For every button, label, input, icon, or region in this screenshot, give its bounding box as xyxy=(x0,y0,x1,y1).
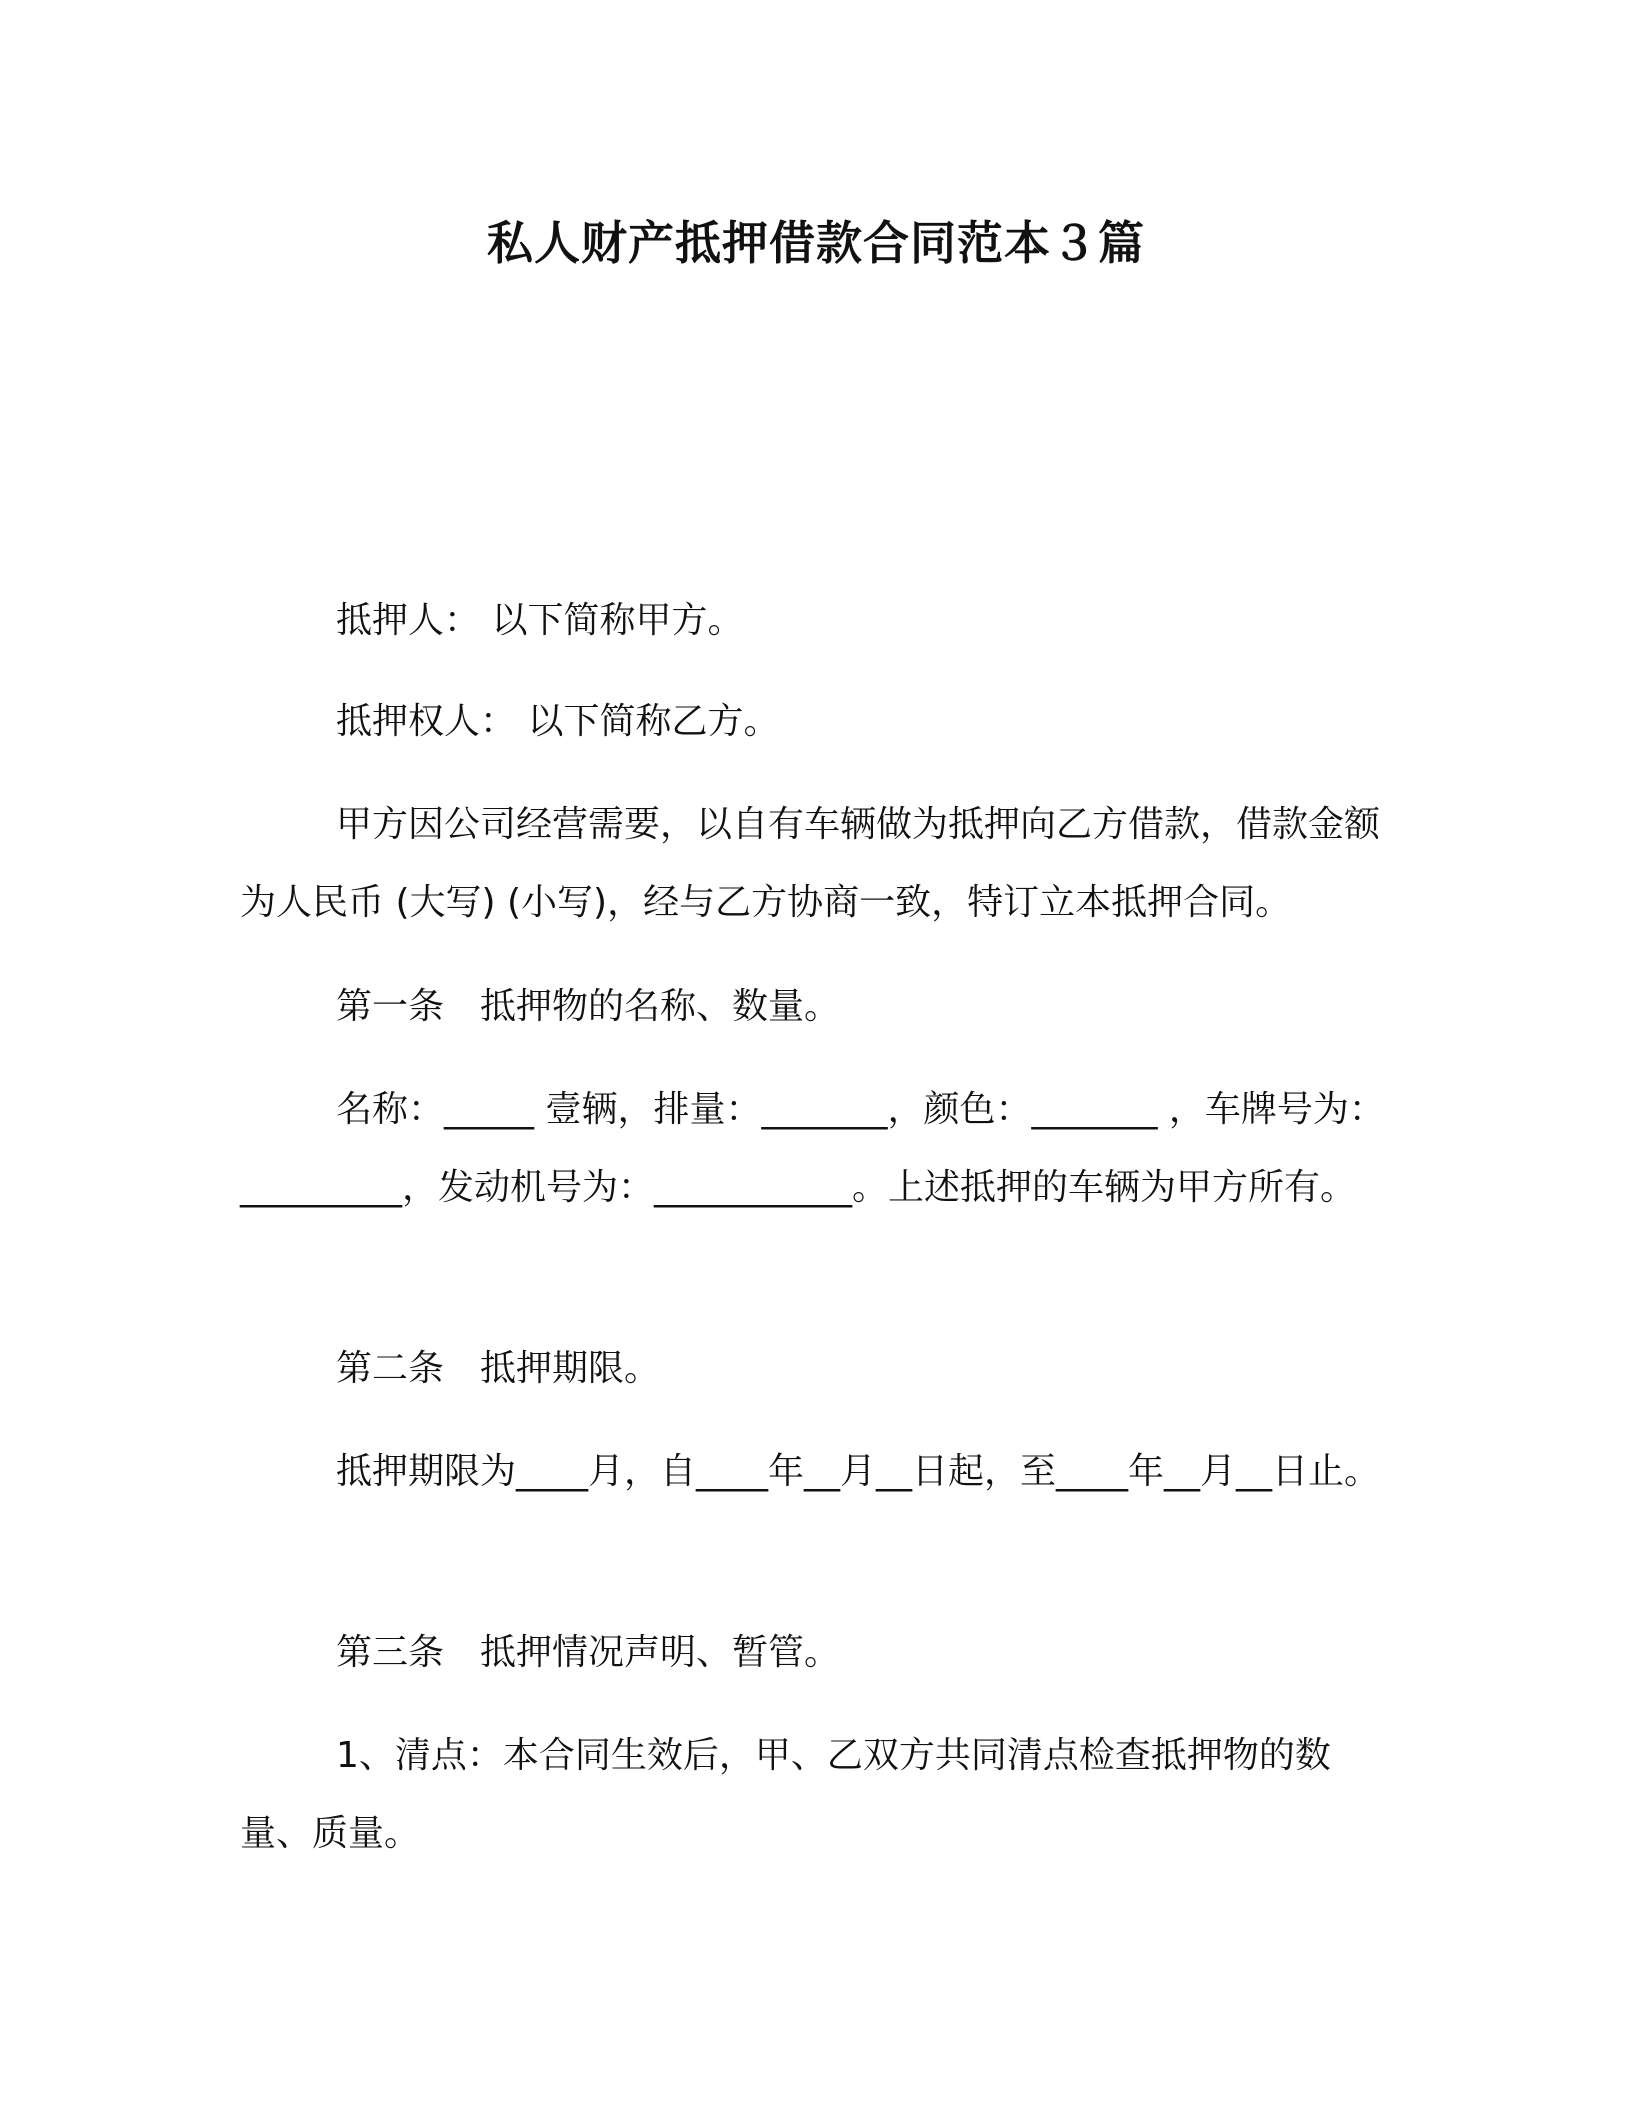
paragraph-mortgagor: 抵押人： 以下简称甲方。 xyxy=(336,600,744,641)
paragraph-article-3-heading: 第三条 抵押情况声明、暂管。 xyxy=(336,1632,841,1673)
document-title: 私人财产抵押借款合同范本３篇 xyxy=(487,216,1145,270)
paragraph-mortgagee: 抵押权人： 以下简称乙方。 xyxy=(336,701,780,742)
paragraph-article-2-body: 抵押期限为____月，自____年__月__日起，至____年__月__日止。 xyxy=(336,1451,1381,1492)
paragraph-article-1-body: 名称：_____ 壹辆，排量：_______，颜色：_______ ，车牌号为：_________，发动机号为：___________。上述抵押的车辆为甲方所有。 xyxy=(240,1089,1385,1208)
paragraph-article-3-item-1: 1、清点：本合同生效后，甲、乙双方共同清点检查抵押物的数量、质量。 xyxy=(240,1735,1331,1854)
paragraph-purpose: 甲方因公司经营需要，以自有车辆做为抵押向乙方借款，借款金额为人民币 (大写) (小写)，经与乙方协商一致，特订立本抵押合同。 xyxy=(240,804,1381,923)
paragraph-article-1-heading: 第一条 抵押物的名称、数量。 xyxy=(336,986,841,1027)
paragraph-article-2-heading: 第二条 抵押期限。 xyxy=(336,1348,661,1389)
